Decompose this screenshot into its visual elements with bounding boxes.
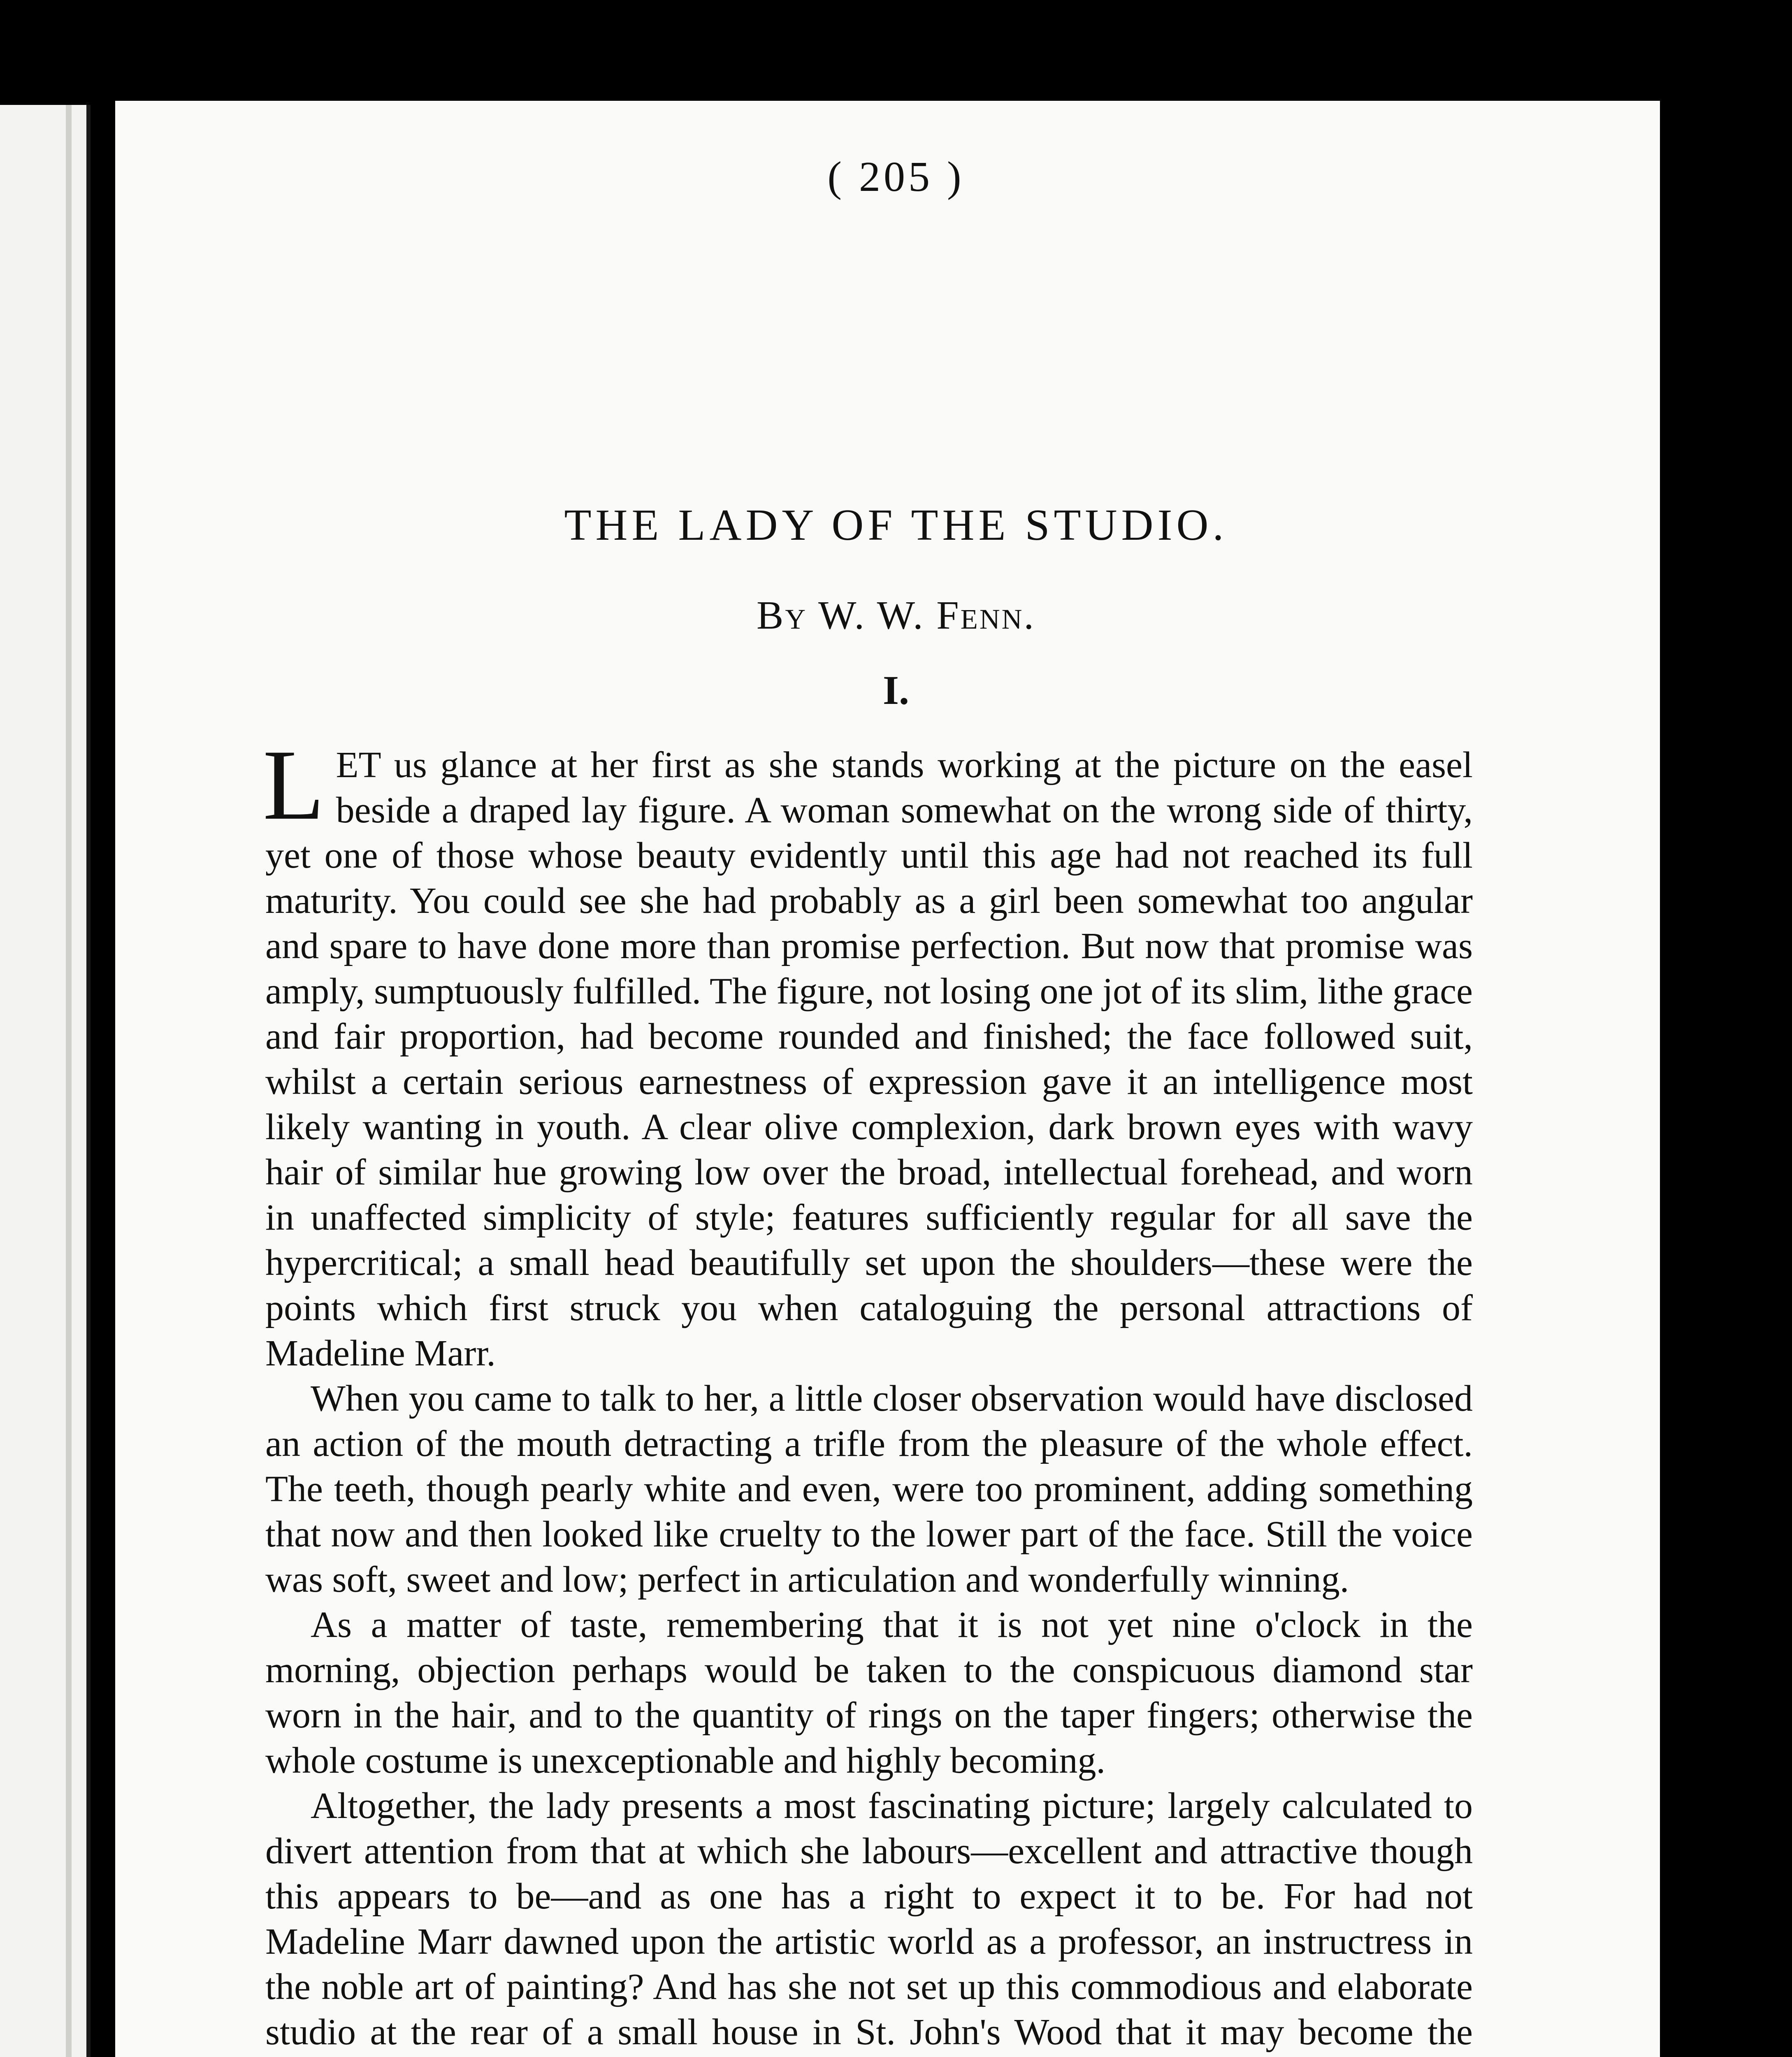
body-text	[263, 729, 1473, 2057]
paragraph: When you came to talk to her, a little closer observation would have disclosed an action of the mouth detracting a trifle from the pleasure of the whole effect. The teeth, though pearly white and even, were too prominent, adding something that now and then looked like cruelty to the lower part of the face. Still the voice was soft, sweet and low; perfect in articulation and wonderfully winning.	[265, 1378, 1473, 1600]
paragraph-text: ET us glance at her first as she stands working at the picture on the easel beside a draped lay figure. A woman somewhat on the wrong side of thirty, yet one of those whose beauty evidently until this age had not reached its full maturity. You could see she had probably as a girl been somewhat too angular and spare to have done more than promise perfection. But now that promise was amply, sumptuously fulfilled. The figure, not losing one jot of its slim, lithe grace and fair proportion, had become rounded and finished; the face followed suit, whilst a certain serious earnestness of expression gave it an intelligence most likely wanting in youth. A clear olive complexion, dark brown eyes with wavy hair of similar hue growing low over the broad, intellectual forehead, and worn in unaffected simplicity of style; features sufficiently regular for all save the hypercritical; a small head beautifully set upon the shoulders—these were the points which first struck you when cataloguing the personal attractions of Madeline Marr.	[265, 745, 1473, 1374]
drop-cap: L	[263, 729, 325, 840]
adjacent-page-edge	[0, 105, 91, 2057]
story-title: THE LADY OF THE STUDIO.	[564, 501, 1228, 550]
section-heading: I.	[883, 667, 909, 713]
page-number: ( 205 )	[827, 153, 965, 200]
page-fold	[66, 105, 72, 2057]
paragraph	[263, 729, 1473, 1376]
paragraph: Altogether, the lady presents a most fascinating picture; largely calculated to divert attention from that at which she labours—excellent and attractive though this appears to be—and as one has a right to expect it to be. For had not Madeline Marr dawned upon the artistic world as a professor, an instructress in the noble art of painting? And has she not set up this commodious and elaborate studio at the rear of a small house in St. John's Wood that it may become the	[265, 1785, 1473, 2052]
byline: By W. W. Fenn.	[757, 593, 1035, 638]
paragraph: As a matter of taste, remembering that it is not yet nine o'clock in the morning, objection perhaps would be taken to the conspicuous diamond star worn in the hair, and to the quantity of rings on the taper fingers; otherwise the whole costume is unexceptionable and highly becoming.	[265, 1604, 1473, 1781]
